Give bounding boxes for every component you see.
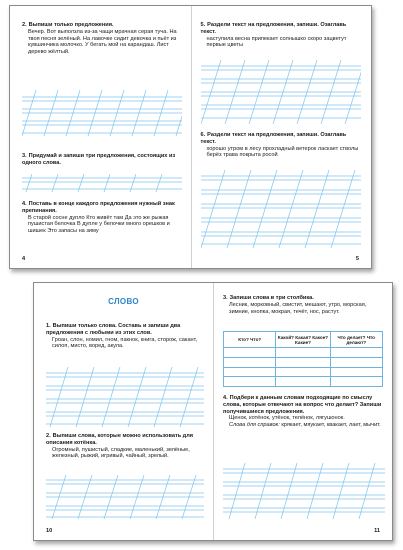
hint-label: Слова для справок: [229, 422, 280, 429]
page-5 [191, 6, 372, 268]
page-10 [34, 283, 214, 540]
exercise-number: 3. [22, 153, 27, 159]
table-cell[interactable] [330, 367, 382, 377]
exercise-text: Огромный, пушистый, сладкие, маленький, зелёные, железный, рыжий, игривый, чайный, зрелый. [52, 446, 190, 460]
exercise-text: Вечер. Вот выползла из-за чащи мрачная серая туча. На твоя песня зелёный. На лавочке сидит девочка и пьёт из кувшинчика молочко. У бегать мой на карандаш. Лист дерево жёлтый. [28, 28, 177, 56]
exercise-title: Раздели текст на предложения, запиши. Озаглавь текст. [200, 132, 347, 145]
exercise-3 [22, 153, 182, 167]
exercise-title: Запиши слова в три столбика. [229, 295, 314, 301]
exercise-4 [223, 395, 385, 429]
exercise-number: 6. [200, 132, 206, 138]
table-cell[interactable] [224, 377, 276, 387]
exercise-title: Поставь в конце каждого предложения нужный знак препинания. [22, 201, 175, 214]
exercise-text: Лесник, морковный, свистит, мешают, утро, морская, зимние, кнопка, мокрая, течёт, нос, растут. [229, 301, 367, 315]
writing-lines[interactable] [201, 170, 361, 248]
exercise-2 [22, 22, 182, 56]
table-cell[interactable] [330, 348, 382, 358]
table-cell[interactable] [276, 348, 330, 358]
writing-lines[interactable] [22, 90, 182, 136]
exercise-title: Подбери к данным словам подходящие по смыслу слова, которые отвечают на вопрос что делает? Запиши получившиеся предложения. [223, 395, 382, 415]
exercise-number: 2. [46, 433, 51, 439]
writing-lines[interactable] [223, 463, 385, 519]
writing-lines[interactable] [46, 367, 204, 427]
exercise-text: хорошо утром в лесу прохладный ветерок ласкает стволы берёз трава покрыта росой [206, 145, 359, 159]
section-title: СЛОВО [108, 297, 139, 306]
column-header: Кто? Что? [224, 332, 276, 348]
column-header: Что делает? Что делают? [330, 332, 382, 348]
workbook-spread-pages-10-11 [33, 282, 393, 541]
writing-lines[interactable] [201, 60, 361, 124]
exercise-text: Щенок, котёнок, утёнок, телёнок, лягушонок. [229, 415, 345, 422]
exercise-number: 1. [46, 323, 51, 329]
exercise-title: Выпиши только слова. Составь и запиши два предложения с любыми из этих слов. [46, 323, 181, 336]
table-cell[interactable] [276, 367, 330, 377]
exercise-text: В старой сосне дупло Кто живёт там Да это же рыжая пушистая белочка В дупле у белочки много орешков и шишек Это запасы на зиму [28, 214, 170, 235]
workbook-spread-pages-4-5 [9, 5, 372, 269]
table-cell[interactable] [330, 357, 382, 367]
column-header: Какой? Какая? Какое? Какие? [276, 332, 330, 348]
exercise-1 [46, 323, 204, 350]
exercise-text: Гроан, слон, номил, гном, пакнок, книга, сторож, сакант, силоп, мисто, воред, акула. [52, 336, 198, 350]
exercise-number: 2. [22, 22, 27, 28]
exercise-title: Выпиши слова, которые можно использовать для описания котёнка. [46, 433, 194, 446]
exercise-title: Раздели текст на предложения, запиши. Озаглавь текст. [200, 22, 347, 35]
page-11 [213, 283, 392, 540]
table-cell[interactable] [224, 348, 276, 358]
exercise-3 [223, 295, 385, 315]
exercise-number: 4. [22, 201, 27, 207]
page-4 [10, 6, 192, 268]
exercise-number: 4. [223, 395, 228, 401]
page-number: 5 [355, 256, 359, 262]
writing-lines[interactable] [46, 475, 204, 519]
hint-words: крякает, мяукает, квакает, лает, мычит. [281, 422, 381, 429]
exercise-number: 3. [223, 295, 228, 301]
exercise-text: наступила весна припекает солнышко скоро зацветут первые цветы [206, 35, 347, 49]
page-number: 11 [374, 528, 380, 534]
exercise-5 [201, 22, 361, 49]
table-cell[interactable] [330, 377, 382, 387]
page-number: 10 [46, 528, 53, 534]
table-cell[interactable] [276, 377, 330, 387]
exercise-4 [22, 201, 182, 235]
exercise-2 [46, 433, 204, 460]
three-column-table [223, 331, 383, 387]
exercise-title: Выпиши только предложения. [28, 22, 114, 28]
writing-lines[interactable] [22, 174, 182, 192]
table-cell[interactable] [224, 357, 276, 367]
table-cell[interactable] [276, 357, 330, 367]
exercise-6 [201, 132, 361, 159]
exercise-title: Придумай и запиши три предложения, состоящих из одного слова. [22, 153, 176, 166]
table-cell[interactable] [224, 367, 276, 377]
exercise-number: 5. [200, 22, 206, 28]
page-number: 4 [22, 256, 26, 262]
